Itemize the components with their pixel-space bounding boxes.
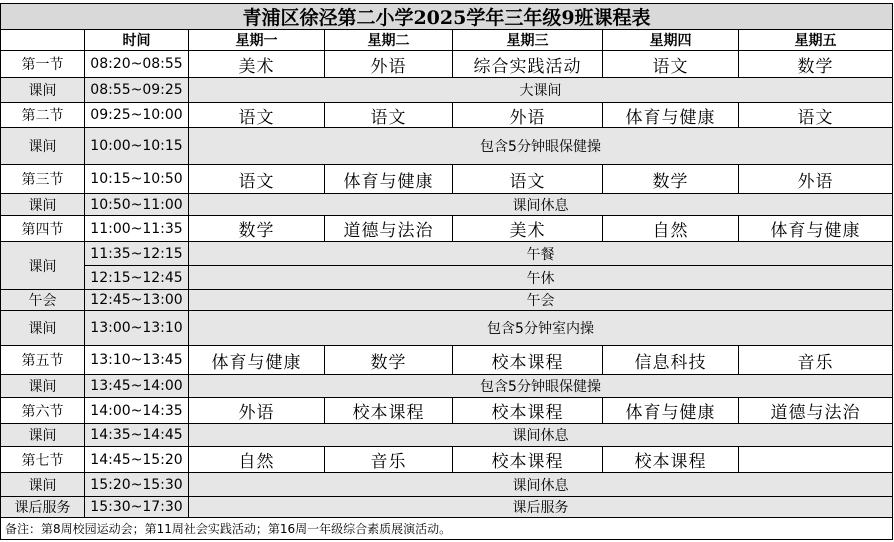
subject-cell: 外语 [324,50,453,78]
period-label: 课间 [0,472,85,497]
period-label: 课间 [0,241,85,290]
time-range: 15:30~17:30 [84,496,189,518]
break-activity: 课间休息 [188,193,893,216]
period-label: 课间 [0,77,85,103]
period-label: 课间 [0,127,85,165]
subject-cell: 语文 [324,102,453,128]
subject-cell: 信息科技 [602,345,739,375]
break-activity: 课间休息 [188,423,893,447]
subject-cell: 语文 [602,50,739,78]
subject-cell: 校本课程 [452,446,603,473]
subject-cell: 语文 [188,102,325,128]
footnote: 备注：第8周校园运动会；第11周社会实践活动；第16周一年级综合素质展演活动。 [0,517,893,540]
column-header: 星期五 [738,29,893,51]
subject-cell: 数学 [738,50,893,78]
break-activity: 包含5分钟眼保健操 [188,374,893,398]
subject-cell: 语文 [738,102,893,128]
time-range: 10:50~11:00 [84,193,189,216]
subject-cell: 体育与健康 [602,102,739,128]
subject-cell: 美术 [188,50,325,78]
time-range: 13:10~13:45 [84,345,189,375]
column-header: 时间 [84,29,189,51]
column-header: 星期一 [188,29,325,51]
subject-cell: 外语 [738,164,893,194]
timetable-title: 青浦区徐泾第二小学2025学年三年级9班课程表 [0,3,893,30]
time-range: 11:35~12:15 [84,241,189,266]
subject-cell: 外语 [452,102,603,128]
break-activity: 包含5分钟室内操 [188,310,893,346]
subject-cell: 数学 [602,164,739,194]
time-range: 08:20~08:55 [84,50,189,78]
subject-cell: 体育与健康 [188,345,325,375]
subject-cell: 美术 [452,215,603,242]
time-range: 15:20~15:30 [84,472,189,497]
subject-cell: 自然 [602,215,739,242]
subject-cell: 语文 [452,164,603,194]
period-label: 课间 [0,310,85,346]
period-label: 课间 [0,193,85,216]
subject-cell: 语文 [188,164,325,194]
column-header: 星期三 [452,29,603,51]
break-activity: 大课间 [188,77,893,103]
time-range: 14:35~14:45 [84,423,189,447]
time-range: 11:00~11:35 [84,215,189,242]
period-label: 第六节 [0,397,85,424]
subject-cell: 校本课程 [452,345,603,375]
period-label: 课间 [0,374,85,398]
period-label: 第七节 [0,446,85,473]
break-activity: 午休 [188,265,893,290]
column-header: 星期二 [324,29,453,51]
column-header: 星期四 [602,29,739,51]
subject-cell: 音乐 [738,345,893,375]
subject-cell: 校本课程 [452,397,603,424]
period-label: 第四节 [0,215,85,242]
subject-cell: 体育与健康 [738,215,893,242]
period-label: 午会 [0,289,85,311]
subject-cell: 道德与法治 [738,397,893,424]
period-label: 第三节 [0,164,85,194]
subject-cell: 校本课程 [602,446,739,473]
subject-cell: 综合实践活动 [452,50,603,78]
header-corner [0,29,85,51]
period-label: 课后服务 [0,496,85,518]
time-range: 14:00~14:35 [84,397,189,424]
break-activity: 午会 [188,289,893,311]
subject-cell: 体育与健康 [602,397,739,424]
time-range: 12:15~12:45 [84,265,189,290]
subject-cell: 校本课程 [324,397,453,424]
time-range: 13:45~14:00 [84,374,189,398]
break-activity: 课间休息 [188,472,893,497]
subject-cell: 音乐 [324,446,453,473]
time-range: 12:45~13:00 [84,289,189,311]
break-activity: 课后服务 [188,496,893,518]
time-range: 10:15~10:50 [84,164,189,194]
break-activity: 午餐 [188,241,893,266]
time-range: 13:00~13:10 [84,310,189,346]
break-activity: 包含5分钟眼保健操 [188,127,893,165]
time-range: 08:55~09:25 [84,77,189,103]
time-range: 10:00~10:15 [84,127,189,165]
subject-cell: 数学 [188,215,325,242]
period-label: 第五节 [0,345,85,375]
period-label: 第一节 [0,50,85,78]
subject-cell: 道德与法治 [324,215,453,242]
time-range: 09:25~10:00 [84,102,189,128]
subject-cell: 数学 [324,345,453,375]
subject-cell: 自然 [188,446,325,473]
time-range: 14:45~15:20 [84,446,189,473]
subject-cell: 外语 [188,397,325,424]
subject-cell: 体育与健康 [324,164,453,194]
period-label: 课间 [0,423,85,447]
period-label: 第二节 [0,102,85,128]
subject-cell [738,446,893,473]
